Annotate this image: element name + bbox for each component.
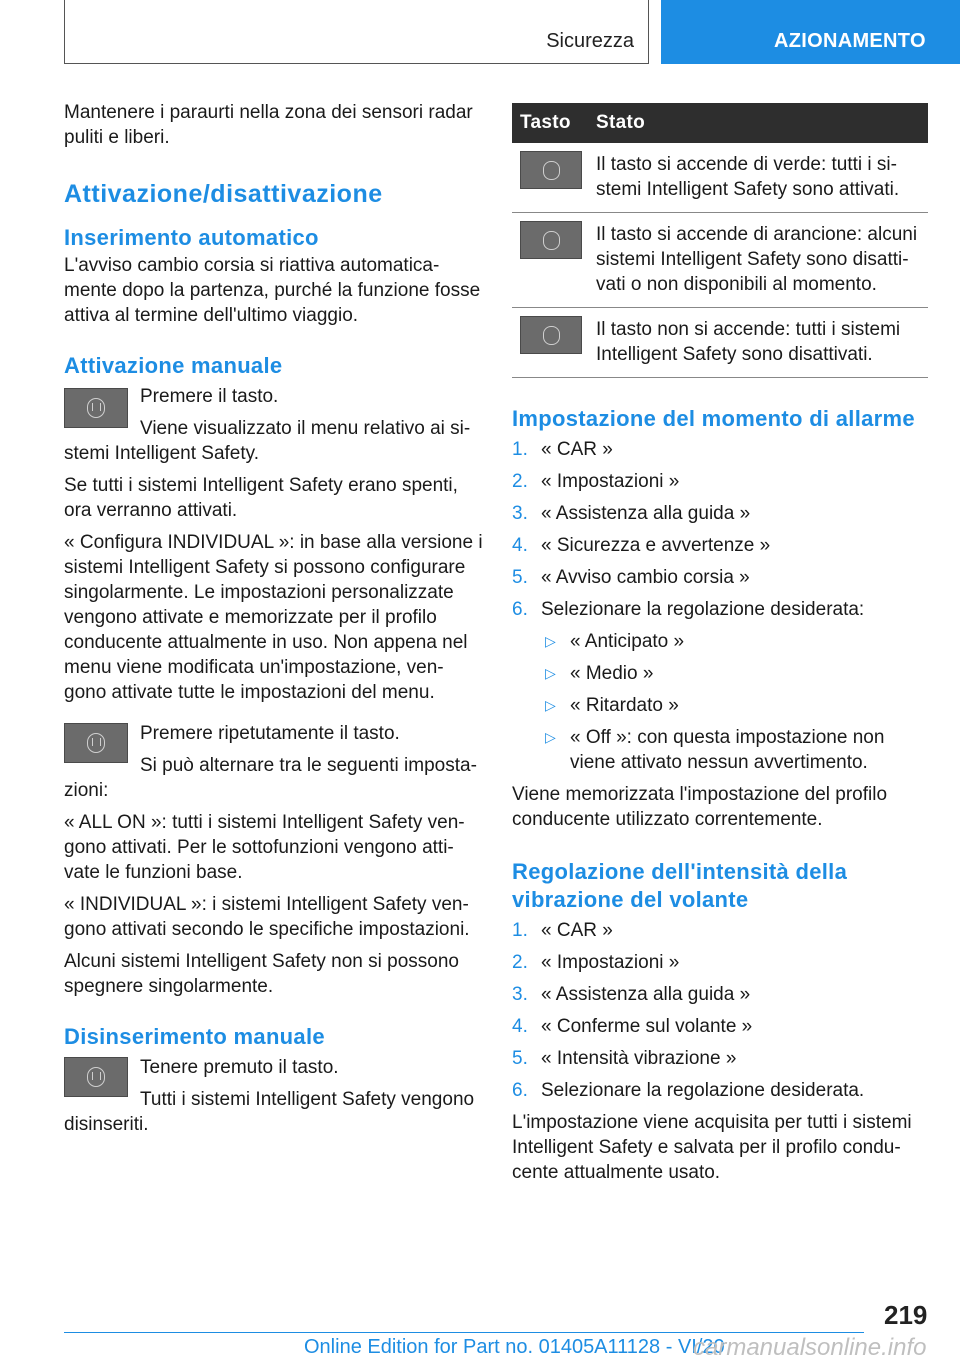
list-item: ▷ « Medio » bbox=[541, 661, 928, 686]
list-item: 3. « Assistenza alla guida » bbox=[512, 503, 751, 524]
timing-saved-text: Viene memorizzata l'impostazione del profilo conducente utilizzato correntemente. bbox=[512, 784, 888, 830]
safety-button-icon bbox=[520, 316, 582, 354]
footer-edition: Online Edition for Part no. 01405A11128 - VI/20 bbox=[304, 1336, 725, 1358]
timing-options bbox=[541, 629, 928, 775]
list-item: 1. « CAR » bbox=[512, 920, 613, 941]
off-on-text: Se tutti i sistemi Intelligent Safety erano spenti, ora verranno attivati. bbox=[64, 475, 458, 521]
alternate-text: Si può alternare tra le seguenti imposta‐zioni: bbox=[64, 755, 477, 801]
list-item: 2. « Impostazioni » bbox=[512, 471, 680, 492]
list-item: ▷ « Off »: con questa impostazione non viene attivato nessun avvertimento. bbox=[541, 725, 928, 775]
individual-text: « Configura INDIVIDUAL »: in base alla versione i sistemi Intelligent Safety si possono configurare singolarmente. Le impostazioni personalizzate vengono attivate e memorizzate per il profilo conducente attualmente in uso. Non appena nel menu viene modificata un'impostazione, ven‐gono attivate tutte le impostazioni del menu. bbox=[64, 532, 483, 703]
list-item: 4. « Sicurezza e avvertenze » bbox=[512, 535, 771, 556]
safety-button-icon bbox=[64, 723, 128, 763]
auto-text: L'avviso cambio corsia si riattiva automatica‐mente dopo la partenza, purché la funzione fosse attiva al termine dell'ultimo viaggio. bbox=[64, 255, 481, 326]
page-number: 219 bbox=[884, 1300, 928, 1330]
heading-disable: Disinserimento manuale bbox=[64, 1024, 325, 1049]
some-text: Alcuni sistemi Intelligent Safety non si possono spegnere singolarmente. bbox=[64, 951, 459, 997]
list-item: 6. Selezionare la regolazione desiderata. bbox=[512, 1080, 865, 1101]
individual2-text: « INDIVIDUAL »: i sistemi Intelligent Safety ven‐gono attivati secondo le specifiche impostazioni. bbox=[64, 894, 470, 940]
triangle-icon: ▷ bbox=[545, 633, 556, 649]
press-repeat-block bbox=[64, 721, 484, 803]
footer-watermark: carmanualsonline.info bbox=[693, 1334, 927, 1361]
table-row bbox=[512, 143, 928, 213]
table-row bbox=[512, 308, 928, 378]
heading-auto: Inserimento automatico bbox=[64, 225, 319, 250]
list-item: ▷ « Ritardato » bbox=[541, 693, 928, 718]
menu-text: Viene visualizzato il menu relativo ai si‐stemi Intelligent Safety. bbox=[64, 418, 471, 464]
safety-button-icon bbox=[64, 388, 128, 428]
safety-button-icon bbox=[520, 151, 582, 189]
list-item: 2. « Impostazioni » bbox=[512, 952, 680, 973]
table-header-row bbox=[512, 103, 928, 143]
footer-divider bbox=[64, 1332, 864, 1333]
heading-activation: Attivazione/disattivazione bbox=[64, 180, 383, 208]
table-header-key: Tasto bbox=[512, 103, 588, 143]
timing-steps bbox=[512, 437, 928, 622]
status-table bbox=[512, 103, 928, 378]
header-section-box bbox=[64, 0, 649, 64]
list-item: 3. « Assistenza alla guida » bbox=[512, 984, 751, 1005]
safety-button-icon bbox=[64, 1057, 128, 1097]
list-item: 5. « Intensità vibrazione » bbox=[512, 1048, 737, 1069]
press-repeat-text: Premere ripetutamente il tasto. bbox=[140, 723, 400, 744]
press-text: Premere il tasto. bbox=[140, 386, 279, 407]
heading-manual: Attivazione manuale bbox=[64, 353, 283, 378]
table-row bbox=[512, 213, 928, 308]
vibration-saved-text: L'impostazione viene acquisita per tutti i sistemi Intelligent Safety e salvata per il profilo condu‐cente attualmente usato. bbox=[512, 1112, 912, 1183]
triangle-icon: ▷ bbox=[545, 697, 556, 713]
all-on-text: « ALL ON »: tutti i sistemi Intelligent Safety ven‐gono attivati. Per le sottofunzioni vengono atti‐vate le funzioni base. bbox=[64, 812, 465, 883]
table-cell-state: Il tasto si accende di arancione: alcuni sistemi Intelligent Safety sono disatti‐vati o non disponibili al momento. bbox=[588, 213, 928, 308]
disabled-text: Tutti i sistemi Intelligent Safety vengono disinseriti. bbox=[64, 1089, 475, 1135]
list-item: ▷ « Anticipato » bbox=[541, 629, 928, 654]
table-cell-state: Il tasto si accende di verde: tutti i si‐stemi Intelligent Safety sono attivati. bbox=[588, 143, 928, 213]
vibration-steps bbox=[512, 918, 928, 1103]
table-header-state: Stato bbox=[588, 103, 928, 143]
hold-block bbox=[64, 1055, 484, 1137]
left-column bbox=[64, 100, 484, 1144]
triangle-icon: ▷ bbox=[545, 665, 556, 681]
list-item: 4. « Conferme sul volante » bbox=[512, 1016, 753, 1037]
list-item: 5. « Avviso cambio corsia » bbox=[512, 567, 750, 588]
intro-text: Mantenere i paraurti nella zona dei sensori radar puliti e liberi. bbox=[64, 102, 473, 148]
hold-text: Tenere premuto il tasto. bbox=[140, 1057, 339, 1078]
list-item: 6. Selezionare la regolazione desiderata: bbox=[512, 599, 865, 620]
press-block bbox=[64, 384, 484, 466]
heading-timing: Impostazione del momento di allarme bbox=[512, 406, 915, 431]
heading-vibration: Regolazione dell'intensità della vibrazione del volante bbox=[512, 859, 848, 912]
header-chapter-tab: AZIONAMENTO bbox=[661, 0, 960, 64]
table-cell-state: Il tasto non si accende: tutti i sistemi Intelligent Safety sono disattivati. bbox=[588, 308, 928, 378]
list-item: 1. « CAR » bbox=[512, 439, 613, 460]
safety-button-icon bbox=[520, 221, 582, 259]
triangle-icon: ▷ bbox=[545, 729, 556, 745]
right-column bbox=[512, 103, 928, 1192]
header-section-title: Sicurezza bbox=[546, 30, 634, 52]
